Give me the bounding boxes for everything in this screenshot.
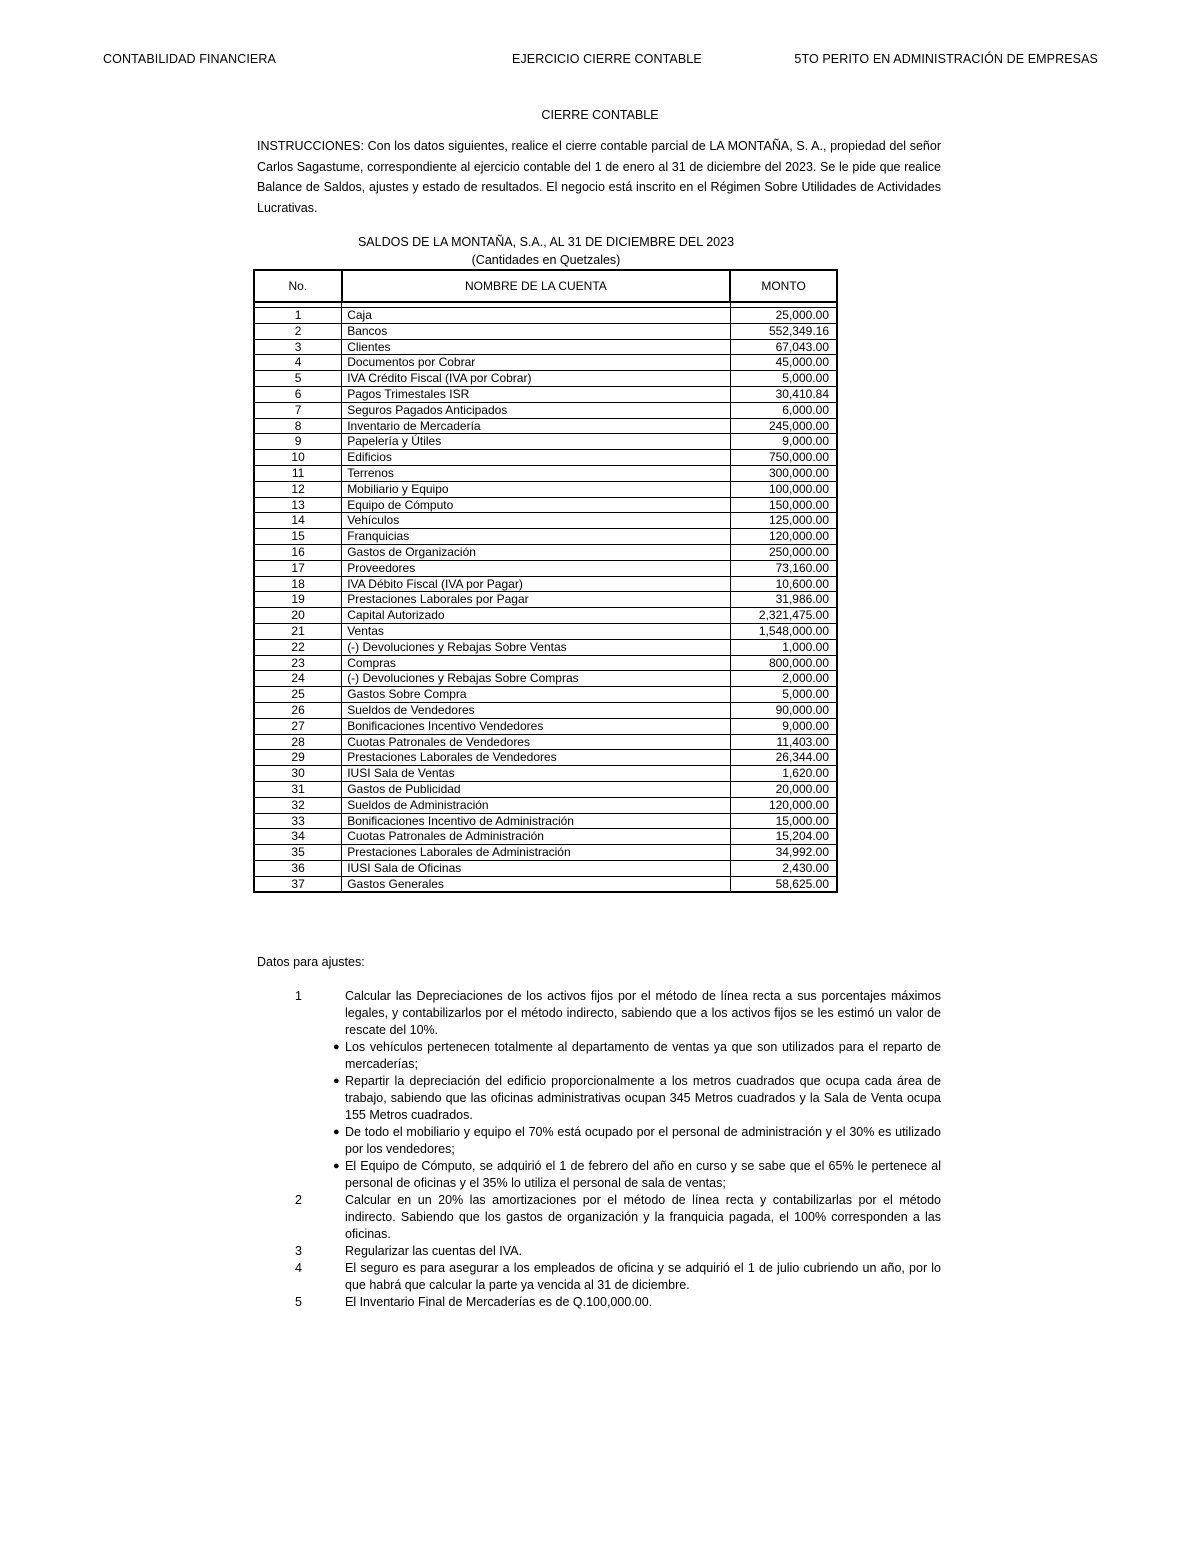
- account-name: (-) Devoluciones y Rebajas Sobre Compras: [342, 671, 730, 687]
- account-amount: 750,000.00: [730, 450, 837, 466]
- adjustment-number: 4: [295, 1261, 302, 1275]
- account-number: 29: [254, 750, 342, 766]
- table-row: [254, 529, 837, 545]
- account-number: 33: [254, 813, 342, 829]
- account-name: Prestaciones Laborales por Pagar: [342, 592, 730, 608]
- table-row: [254, 371, 837, 387]
- table-row: [254, 639, 837, 655]
- account-number: 14: [254, 513, 342, 529]
- account-name: Prestaciones Laborales de Administración: [342, 845, 730, 861]
- account-number: 6: [254, 386, 342, 402]
- account-amount: 34,992.00: [730, 845, 837, 861]
- table-subcaption: (Cantidades en Quetzales): [471, 253, 621, 267]
- table-row: [254, 718, 837, 734]
- account-name: IUSI Sala de Ventas: [342, 766, 730, 782]
- account-number: 37: [254, 876, 342, 892]
- account-name: Vehículos: [342, 513, 730, 529]
- account-number: 34: [254, 829, 342, 845]
- account-amount: 1,620.00: [730, 766, 837, 782]
- account-amount: 90,000.00: [730, 702, 837, 718]
- balance-table: [253, 269, 838, 893]
- account-name: Ventas: [342, 623, 730, 639]
- column-header-number: No.: [254, 270, 342, 302]
- adjustments-list: [257, 988, 941, 1311]
- table-caption: SALDOS DE LA MONTAÑA, S.A., AL 31 DE DICIEMBRE DEL 2023: [357, 235, 735, 249]
- account-name: Proveedores: [342, 560, 730, 576]
- table-row: [254, 450, 837, 466]
- table-row: [254, 655, 837, 671]
- adjustment-text: Regularizar las cuentas del IVA.: [345, 1244, 522, 1258]
- account-amount: 300,000.00: [730, 465, 837, 481]
- account-number: 36: [254, 860, 342, 876]
- account-amount: 58,625.00: [730, 876, 837, 892]
- account-number: 28: [254, 734, 342, 750]
- account-name: (-) Devoluciones y Rebajas Sobre Ventas: [342, 639, 730, 655]
- adjustments-title: Datos para ajustes:: [257, 955, 365, 969]
- account-name: Caja: [342, 308, 730, 324]
- account-name: Edificios: [342, 450, 730, 466]
- table-row: [254, 797, 837, 813]
- adjustment-bullet: [257, 1124, 941, 1158]
- account-number: 22: [254, 639, 342, 655]
- account-number: 31: [254, 781, 342, 797]
- account-amount: 245,000.00: [730, 418, 837, 434]
- account-number: 25: [254, 687, 342, 703]
- table-row: [254, 402, 837, 418]
- account-amount: 67,043.00: [730, 339, 837, 355]
- adjustment-text: El seguro es para asegurar a los empleados de oficina y se adquirió el 1 de julio cubriendo un año, por lo que habrá que calcular la parte ya vencida al 31 de diciembre.: [345, 1261, 941, 1292]
- account-name: Seguros Pagados Anticipados: [342, 402, 730, 418]
- account-name: Equipo de Cómputo: [342, 497, 730, 513]
- account-number: 23: [254, 655, 342, 671]
- table-row: [254, 813, 837, 829]
- table-row: [254, 845, 837, 861]
- adjustment-number: 3: [295, 1244, 302, 1258]
- adjustment-item: [257, 1192, 941, 1243]
- account-number: 21: [254, 623, 342, 639]
- table-row: [254, 702, 837, 718]
- adjustment-text: Calcular en un 20% las amortizaciones por el método de línea recta y contabilizarlas por el método indirecto. Sabiendo que los gastos de organización y la franquicia pagada, el 100% corresponden a las oficinas.: [345, 1193, 941, 1241]
- account-name: Cuotas Patronales de Administración: [342, 829, 730, 845]
- account-amount: 1,548,000.00: [730, 623, 837, 639]
- account-number: 18: [254, 576, 342, 592]
- account-name: IVA Débito Fiscal (IVA por Pagar): [342, 576, 730, 592]
- account-number: 30: [254, 766, 342, 782]
- account-name: Pagos Trimestales ISR: [342, 386, 730, 402]
- account-number: 1: [254, 308, 342, 324]
- account-name: Gastos de Organización: [342, 544, 730, 560]
- adjustment-number: 1: [295, 989, 302, 1003]
- account-number: 32: [254, 797, 342, 813]
- adjustment-bullet-text: El Equipo de Cómputo, se adquirió el 1 de febrero del año en curso y se sabe que el 65% le pertenece al personal de oficinas y el 35% lo utiliza el personal de sala de ventas;: [345, 1159, 941, 1190]
- table-row: [254, 781, 837, 797]
- table-row: [254, 418, 837, 434]
- instructions-paragraph: INSTRUCCIONES: Con los datos siguientes, realice el cierre contable parcial de LA MONTAÑA, S. A., propiedad del señor Carlos Sagastume, correspondiente al ejercicio contable del 1 de enero al 31 de diciembre del 2023. Se le pide que realice Balance de Saldos, ajustes y estado de resultados. El negocio está inscrito en el Régimen Sobre Utilidades de Actividades Lucrativas.: [257, 139, 941, 215]
- table-row: [254, 465, 837, 481]
- account-name: Gastos Generales: [342, 876, 730, 892]
- account-amount: 2,321,475.00: [730, 608, 837, 624]
- table-row: [254, 308, 837, 324]
- table-row: [254, 750, 837, 766]
- adjustment-item: [257, 988, 941, 1039]
- account-number: 19: [254, 592, 342, 608]
- adjustment-bullet-text: De todo el mobiliario y equipo el 70% está ocupado por el personal de administración y el 30% es utilizado por los vendedores;: [345, 1125, 941, 1156]
- account-name: Terrenos: [342, 465, 730, 481]
- account-amount: 31,986.00: [730, 592, 837, 608]
- account-name: Capital Autorizado: [342, 608, 730, 624]
- account-amount: 150,000.00: [730, 497, 837, 513]
- account-number: 7: [254, 402, 342, 418]
- account-amount: 11,403.00: [730, 734, 837, 750]
- bullet-icon: ●: [333, 1160, 340, 1172]
- account-number: 3: [254, 339, 342, 355]
- header-exercise: EJERCICIO CIERRE CONTABLE: [512, 52, 702, 66]
- table-row: [254, 323, 837, 339]
- account-number: 12: [254, 481, 342, 497]
- adjustment-bullet-text: Repartir la depreciación del edificio proporcionalmente a los metros cuadrados que ocupa cada área de trabajo, sabiendo que las oficinas administrativas ocupan 345 Metros cuadrados y la Sala de Venta ocupa 155 Metros cuadrados.: [345, 1074, 941, 1122]
- adjustment-number: 2: [295, 1193, 302, 1207]
- table-row: [254, 434, 837, 450]
- header-course: CONTABILIDAD FINANCIERA: [103, 52, 276, 66]
- account-number: 17: [254, 560, 342, 576]
- account-amount: 100,000.00: [730, 481, 837, 497]
- account-number: 5: [254, 371, 342, 387]
- adjustment-text: El Inventario Final de Mercaderías es de Q.100,000.00.: [345, 1295, 653, 1309]
- account-number: 9: [254, 434, 342, 450]
- table-row: [254, 734, 837, 750]
- account-name: Gastos de Publicidad: [342, 781, 730, 797]
- table-row: [254, 592, 837, 608]
- account-name: Sueldos de Administración: [342, 797, 730, 813]
- adjustment-bullet: [257, 1073, 941, 1124]
- account-name: Papelería y Útiles: [342, 434, 730, 450]
- account-name: Bonificaciones Incentivo Vendedores: [342, 718, 730, 734]
- account-name: Compras: [342, 655, 730, 671]
- account-name: Sueldos de Vendedores: [342, 702, 730, 718]
- account-amount: 6,000.00: [730, 402, 837, 418]
- table-row: [254, 576, 837, 592]
- table-row: [254, 513, 837, 529]
- column-header-amount: MONTO: [730, 270, 837, 302]
- bullet-icon: ●: [333, 1041, 340, 1053]
- table-row: [254, 608, 837, 624]
- table-header-row: [254, 270, 837, 302]
- account-amount: 30,410.84: [730, 386, 837, 402]
- account-name: Inventario de Mercadería: [342, 418, 730, 434]
- account-amount: 2,000.00: [730, 671, 837, 687]
- adjustment-number: 5: [295, 1295, 302, 1309]
- account-number: 10: [254, 450, 342, 466]
- account-amount: 120,000.00: [730, 797, 837, 813]
- account-name: Prestaciones Laborales de Vendedores: [342, 750, 730, 766]
- table-row: [254, 355, 837, 371]
- table-row: [254, 339, 837, 355]
- account-amount: 120,000.00: [730, 529, 837, 545]
- account-number: 20: [254, 608, 342, 624]
- header-grade: 5TO PERITO EN ADMINISTRACIÓN DE EMPRESAS: [794, 52, 1098, 66]
- account-amount: 2,430.00: [730, 860, 837, 876]
- account-amount: 5,000.00: [730, 687, 837, 703]
- table-row: [254, 876, 837, 892]
- account-amount: 26,344.00: [730, 750, 837, 766]
- table-row: [254, 671, 837, 687]
- account-name: Bancos: [342, 323, 730, 339]
- adjustment-item: [257, 1294, 941, 1311]
- account-amount: 125,000.00: [730, 513, 837, 529]
- table-row: [254, 560, 837, 576]
- account-number: 15: [254, 529, 342, 545]
- account-amount: 9,000.00: [730, 434, 837, 450]
- table-body: [254, 302, 837, 892]
- adjustment-text: Calcular las Depreciaciones de los activos fijos por el método de línea recta a sus porcentajes máximos legales, y contabilizarlos por el método indirecto, sabiendo que a los activos fijos se les estimó un valor de rescate del 10%.: [345, 989, 941, 1037]
- account-amount: 20,000.00: [730, 781, 837, 797]
- account-amount: 250,000.00: [730, 544, 837, 560]
- bullet-icon: ●: [333, 1126, 340, 1138]
- account-name: Documentos por Cobrar: [342, 355, 730, 371]
- account-amount: 9,000.00: [730, 718, 837, 734]
- adjustment-item: [257, 1260, 941, 1294]
- account-name: Clientes: [342, 339, 730, 355]
- account-number: 11: [254, 465, 342, 481]
- account-amount: 10,600.00: [730, 576, 837, 592]
- column-header-account: NOMBRE DE LA CUENTA: [342, 270, 730, 302]
- bullet-icon: ●: [333, 1075, 340, 1087]
- table-row: [254, 829, 837, 845]
- account-name: Franquicias: [342, 529, 730, 545]
- table-row: [254, 544, 837, 560]
- account-name: IUSI Sala de Oficinas: [342, 860, 730, 876]
- account-number: 24: [254, 671, 342, 687]
- adjustment-bullet: [257, 1158, 941, 1192]
- adjustment-bullet: [257, 1039, 941, 1073]
- account-name: IVA Crédito Fiscal (IVA por Cobrar): [342, 371, 730, 387]
- account-name: Gastos Sobre Compra: [342, 687, 730, 703]
- account-number: 27: [254, 718, 342, 734]
- account-amount: 25,000.00: [730, 308, 837, 324]
- adjustment-bullet-text: Los vehículos pertenecen totalmente al departamento de ventas ya que son utilizados para el reparto de mercaderías;: [345, 1040, 941, 1071]
- account-number: 8: [254, 418, 342, 434]
- account-name: Bonificaciones Incentivo de Administración: [342, 813, 730, 829]
- table-row: [254, 766, 837, 782]
- table-row: [254, 623, 837, 639]
- account-amount: 5,000.00: [730, 371, 837, 387]
- account-amount: 15,000.00: [730, 813, 837, 829]
- account-number: 35: [254, 845, 342, 861]
- table-row: [254, 687, 837, 703]
- account-number: 26: [254, 702, 342, 718]
- account-amount: 45,000.00: [730, 355, 837, 371]
- account-amount: 552,349.16: [730, 323, 837, 339]
- account-name: Cuotas Patronales de Vendedores: [342, 734, 730, 750]
- table-row: [254, 860, 837, 876]
- adjustment-item: [257, 1243, 941, 1260]
- account-number: 13: [254, 497, 342, 513]
- account-amount: 15,204.00: [730, 829, 837, 845]
- account-number: 2: [254, 323, 342, 339]
- account-amount: 73,160.00: [730, 560, 837, 576]
- table-row: [254, 386, 837, 402]
- account-number: 16: [254, 544, 342, 560]
- account-amount: 1,000.00: [730, 639, 837, 655]
- page-title: CIERRE CONTABLE: [541, 108, 659, 122]
- account-amount: 800,000.00: [730, 655, 837, 671]
- account-name: Mobiliario y Equipo: [342, 481, 730, 497]
- table-row: [254, 497, 837, 513]
- table-row: [254, 481, 837, 497]
- account-number: 4: [254, 355, 342, 371]
